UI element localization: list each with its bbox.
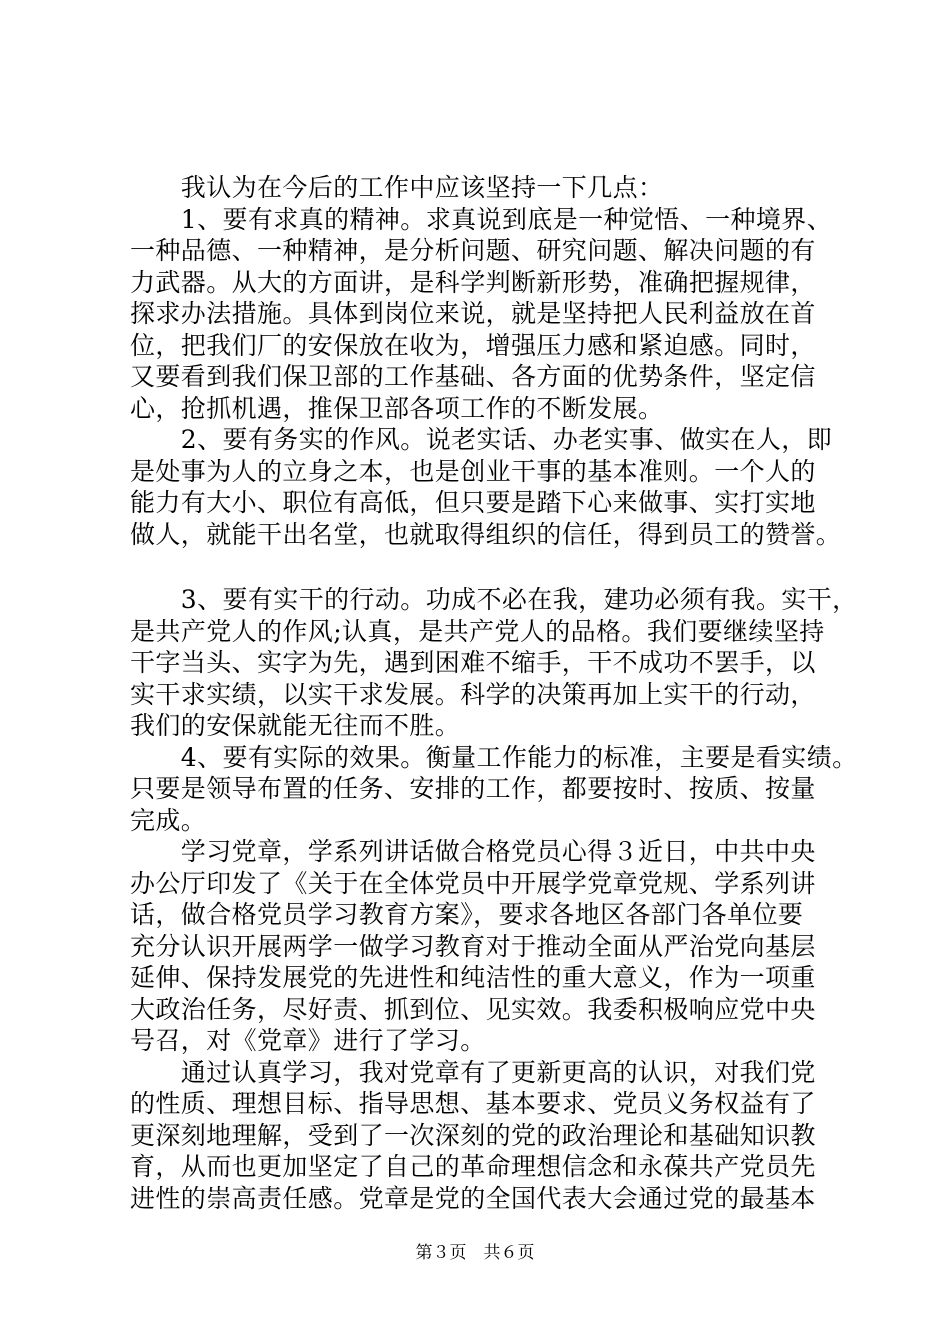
text-line: 的性质、理想目标、指导思想、基本要求、党员义务权益有了: [130, 1089, 816, 1118]
text-line: 1、要有求真的精神。求真说到底是一种觉悟、一种境界、: [130, 204, 833, 234]
text-line: 学习党章，学系列讲话做合格党员心得３近日，中共中央: [130, 837, 816, 866]
text-line: 做人，就能干出名堂，也就取得组织的信任，得到员工的赞誉。: [130, 519, 842, 549]
text-line: 是共产党人的作风;认真，是共产党人的品格。我们要继续坚持: [130, 616, 825, 646]
text-line: 力武器。从大的方面讲，是科学判断新形势，准确把握规律，: [130, 267, 816, 297]
text-line: 进性的崇高责任感。党章是党的全国代表大会通过党的最基本: [130, 1183, 816, 1213]
text-line: 大政治任务，尽好责、抓到位、见实效。我委积极响应党中央: [130, 994, 816, 1024]
text-line: 办公厅印发了《关于在全体党员中开展学党章党规、学系列讲: [130, 868, 816, 898]
blank-line: [130, 550, 850, 584]
text-line: 号召，对《党章》进行了学习。: [130, 1026, 486, 1055]
text-line: 育，从而也更加坚定了自己的革命理想信念和永葆共产党员先: [130, 1152, 816, 1181]
text-line: 充分认识开展两学一做学习教育对于推动全面从严治党向基层: [130, 931, 816, 961]
text-line: 2、要有务实的作风。说老实话、办老实事、做实在人，即: [130, 425, 833, 454]
text-line: 心，抢抓机遇，推保卫部各项工作的不断发展。: [130, 393, 664, 423]
text-line: 4、要有实际的效果。衡量工作能力的标准，主要是看实绩。: [130, 742, 858, 772]
text-line: 是处事为人的立身之本，也是创业干事的基本准则。一个人的: [130, 456, 816, 486]
page-number: 第３页 共６页: [415, 1243, 535, 1263]
text-line: 更深刻地理解，受到了一次深刻的党的政治理论和基础知识教: [130, 1120, 816, 1150]
text-line: 能力有大小、职位有高低，但只要是踏下心来做事、实打实地: [130, 488, 816, 517]
text-line: 探求办法措施。具体到岗位来说，就是坚持把人民利益放在首: [130, 299, 816, 328]
text-line: 我们的安保就能无往而不胜。: [130, 711, 461, 740]
text-line: 位，把我们厂的安保放在收为，增强压力感和紧迫感。同时，: [130, 330, 816, 360]
text-line: 延伸、保持发展党的先进性和纯洁性的重大意义，作为一项重: [130, 963, 816, 992]
text-line: 一种品德、一种精神，是分析问题、研究问题、解决问题的有: [130, 236, 816, 265]
text-line: 通过认真学习，我对党章有了更新更高的认识，对我们党: [130, 1057, 816, 1087]
text-line: 话，做合格党员学习教育方案》，要求各地区各部门各单位要: [130, 900, 804, 929]
text-line: 只要是领导布置的任务、安排的工作，都要按时、按质、按量: [130, 774, 816, 803]
text-line: 完成。: [130, 805, 207, 835]
text-line: 3、要有实干的行动。功成不必在我，建功必须有我。实干，: [130, 585, 858, 614]
text-line: 又要看到我们保卫部的工作基础、各方面的优势条件，坚定信: [130, 362, 816, 391]
text-line: 我认为在今后的工作中应该坚持一下几点：: [130, 173, 664, 202]
text-line: 实干求实绩，以实干求发展。科学的决策再加上实干的行动，: [130, 679, 816, 709]
page-footer: [0, 1243, 950, 1263]
document-body: [130, 172, 858, 1214]
text-line: 干字当头、实字为先，遇到困难不缩手，干不成功不罢手，以: [130, 648, 816, 677]
